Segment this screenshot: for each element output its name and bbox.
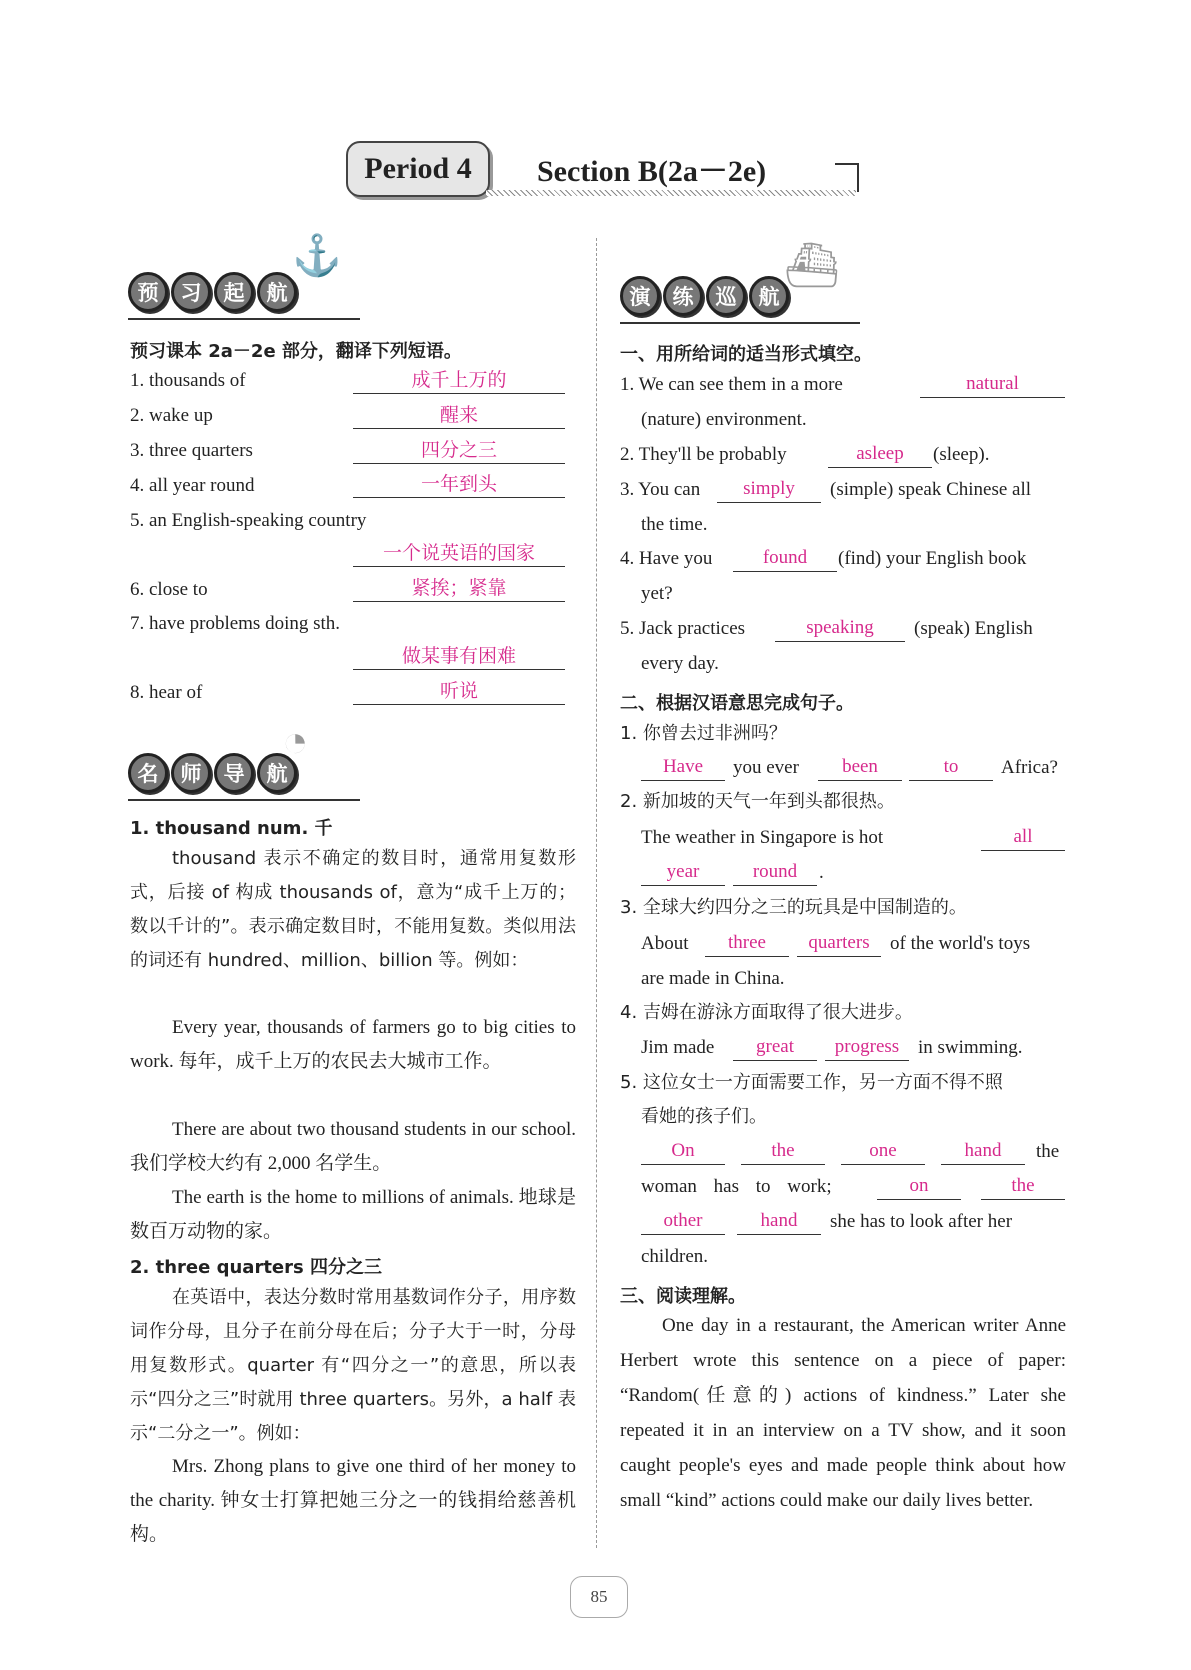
t3-mid: of the world's toys [890, 933, 1031, 954]
preview-question-8: 8. hear of [130, 682, 203, 703]
t5-answer-3: one [841, 1138, 925, 1165]
practice-section-1: 一、用所给词的适当形式填空。 [620, 344, 872, 365]
t5-prompt: 5. 这位女士一方面需要工作，另一方面不得不照 [620, 1072, 1003, 1093]
t5-answer-4: hand [941, 1138, 1025, 1165]
q4-text: 4. Have you [620, 548, 713, 569]
t1-prompt: 1. 你曾去过非洲吗？ [620, 723, 787, 744]
t5-mid-3: she has to look after her [830, 1211, 1013, 1232]
preview-question-6: 6. close to [130, 579, 208, 600]
teacher-example-4: Mrs. Zhong plans to give one third of her money to the charity. 钟女士打算把她三分之一的钱捐给慈善机构。 [130, 1456, 576, 1545]
t2-sentence: The weather in Singapore is hot [641, 827, 884, 848]
q3-text: 3. You can [620, 479, 701, 500]
preview-answer-7: 做某事有困难 [353, 643, 565, 670]
q2-text-end: (sleep). [933, 444, 990, 465]
badge-underline [128, 318, 360, 320]
t5-answer-1: On [641, 1138, 725, 1165]
ship-icon: ⛴ [784, 241, 840, 290]
t5-mid-2: woman has to work; [641, 1176, 832, 1197]
t1-answer-2: been [818, 754, 902, 781]
teacher-example-1: Every year, thousands of farmers go to big cities to work. 每年，成千上万的农民去大城市工作。 [130, 1017, 576, 1072]
t5-answer-7: other [641, 1208, 725, 1235]
preview-question-3: 3. three quarters [130, 440, 253, 461]
preview-question-4: 4. all year round [130, 475, 255, 496]
t5-answer-6: the [981, 1173, 1065, 1200]
q3-text-end: the time. [641, 514, 708, 535]
preview-answer-4: 一年到头 [353, 471, 565, 498]
preview-answer-8: 听说 [353, 678, 565, 705]
t5-answer-2: the [741, 1138, 825, 1165]
q2-answer: asleep [828, 441, 932, 468]
period-label: Period 4 [346, 141, 490, 197]
t3-answer-1: three [705, 930, 789, 957]
preview-answer-3: 四分之三 [353, 437, 565, 464]
preview-question-7: 7. have problems doing sth. [130, 613, 341, 634]
t2-period: . [819, 862, 824, 883]
t4-end: in swimming. [918, 1037, 1023, 1058]
t5-end: children. [641, 1246, 709, 1267]
preview-instruction: 预习课本 2a－2e 部分，翻译下列短语。 [130, 341, 462, 362]
reading-passage: One day in a restaurant, the American writer Anne Herbert wrote this sentence on a piece of paper: “Random(任意的) actions of kindness.” Later she repeated it in an interview on a TV show, and it soon caught people's eyes and made people think about how small “kind” actions could make our daily lives better. [620, 1315, 1066, 1511]
teacher-heading-1: 1. thousand num. 千 [130, 818, 333, 839]
teacher-paragraph-2: 在英语中，表达分数时常用基数词作分子，用序数词作分母，且分子在前分母在后；分子大于一时，分母用复数形式。quarter 有“四分之一”的意思，所以表示“四分之三”时就用 three quarters。另外，a half 表示“二分之一”。例如： [130, 1287, 576, 1444]
q5-text: 5. Jack practices [620, 618, 746, 639]
t1-answer-3: to [909, 754, 993, 781]
anchor-icon: ⚓ [292, 233, 342, 278]
t5-answer-8: hand [737, 1208, 821, 1235]
header-rule [486, 190, 856, 196]
badge-underline [128, 799, 360, 801]
t3-end: are made in China. [641, 968, 785, 989]
q1-text: 1. We can see them in a more [620, 374, 843, 395]
q5-text-mid: (speak) English [914, 618, 1033, 639]
q4-text-end: yet? [641, 583, 673, 604]
t2-answer-2: year [641, 859, 725, 886]
q4-answer: found [733, 545, 837, 572]
preview-question-2: 2. wake up [130, 405, 213, 426]
page-number: 85 [570, 1576, 628, 1618]
t3-prompt: 3. 全球大约四分之三的玩具是中国制造的。 [620, 897, 967, 918]
preview-badge: 预 习 起 航 [128, 272, 297, 312]
teacher-example-2: There are about two thousand students in our school. 我们学校大约有 2,000 名学生。 [130, 1119, 576, 1174]
q1-answer: natural [920, 371, 1065, 398]
q3-answer: simply [717, 476, 821, 503]
t4-prompt: 4. 吉姆在游泳方面取得了很大进步。 [620, 1002, 913, 1023]
t4-answer-2: progress [825, 1034, 909, 1061]
section-title: Section B(2a－2e) [537, 155, 767, 188]
q5-text-end: every day. [641, 653, 719, 674]
teacher-heading-2: 2. three quarters 四分之三 [130, 1257, 382, 1278]
q4-text-mid: (find) your English book [838, 548, 1027, 569]
preview-answer-6: 紧挨；紧靠 [353, 575, 565, 602]
t4-answer-1: great [733, 1034, 817, 1061]
t3-answer-2: quarters [797, 930, 881, 957]
practice-section-3: 三、阅读理解。 [620, 1286, 746, 1307]
t1-end: Africa? [1001, 757, 1058, 778]
t2-answer-1: all [981, 824, 1065, 851]
preview-answer-2: 醒来 [353, 402, 565, 429]
preview-answer-5: 一个说英语的国家 [353, 540, 565, 567]
t5-answer-5: on [877, 1173, 961, 1200]
t3-start: About [641, 933, 689, 954]
t4-start: Jim made [641, 1037, 715, 1058]
t1-mid: you ever [733, 757, 799, 778]
t5-prompt-cont: 看她的孩子们。 [641, 1106, 767, 1127]
t5-mid-1: the [1036, 1141, 1060, 1162]
practice-badge: 演 练 巡 航 [620, 276, 789, 316]
teacher-paragraph-1: thousand 表示不确定的数目时，通常用复数形式，后接 of 构成 thousands of，意为“成千上万的；数以千计的”。表示确定数目时，不能用复数。类似用法的词还有 hundred、million、billion 等。例如： [130, 848, 576, 971]
header-hook [835, 163, 859, 192]
practice-section-2: 二、根据汉语意思完成句子。 [620, 693, 854, 714]
preview-question-1: 1. thousands of [130, 370, 246, 391]
t2-answer-3: round [733, 859, 817, 886]
q2-text: 2. They'll be probably [620, 444, 787, 465]
q5-answer: speaking [775, 615, 905, 642]
teacher-badge: 名 师 导 航 [128, 753, 297, 793]
teacher-example-3: The earth is the home to millions of animals. 地球是数百万动物的家。 [130, 1187, 576, 1242]
gauge-icon: ◔ [282, 717, 309, 766]
t2-prompt: 2. 新加坡的天气一年到头都很热。 [620, 791, 895, 812]
preview-answer-1: 成千上万的 [353, 367, 565, 394]
preview-question-5: 5. an English-speaking country [130, 510, 367, 531]
column-divider [596, 238, 597, 1548]
badge-underline [620, 322, 860, 324]
t1-answer-1: Have [641, 754, 725, 781]
q3-text-mid: (simple) speak Chinese all [830, 479, 1032, 500]
q1-text-cont: (nature) environment. [641, 409, 807, 430]
